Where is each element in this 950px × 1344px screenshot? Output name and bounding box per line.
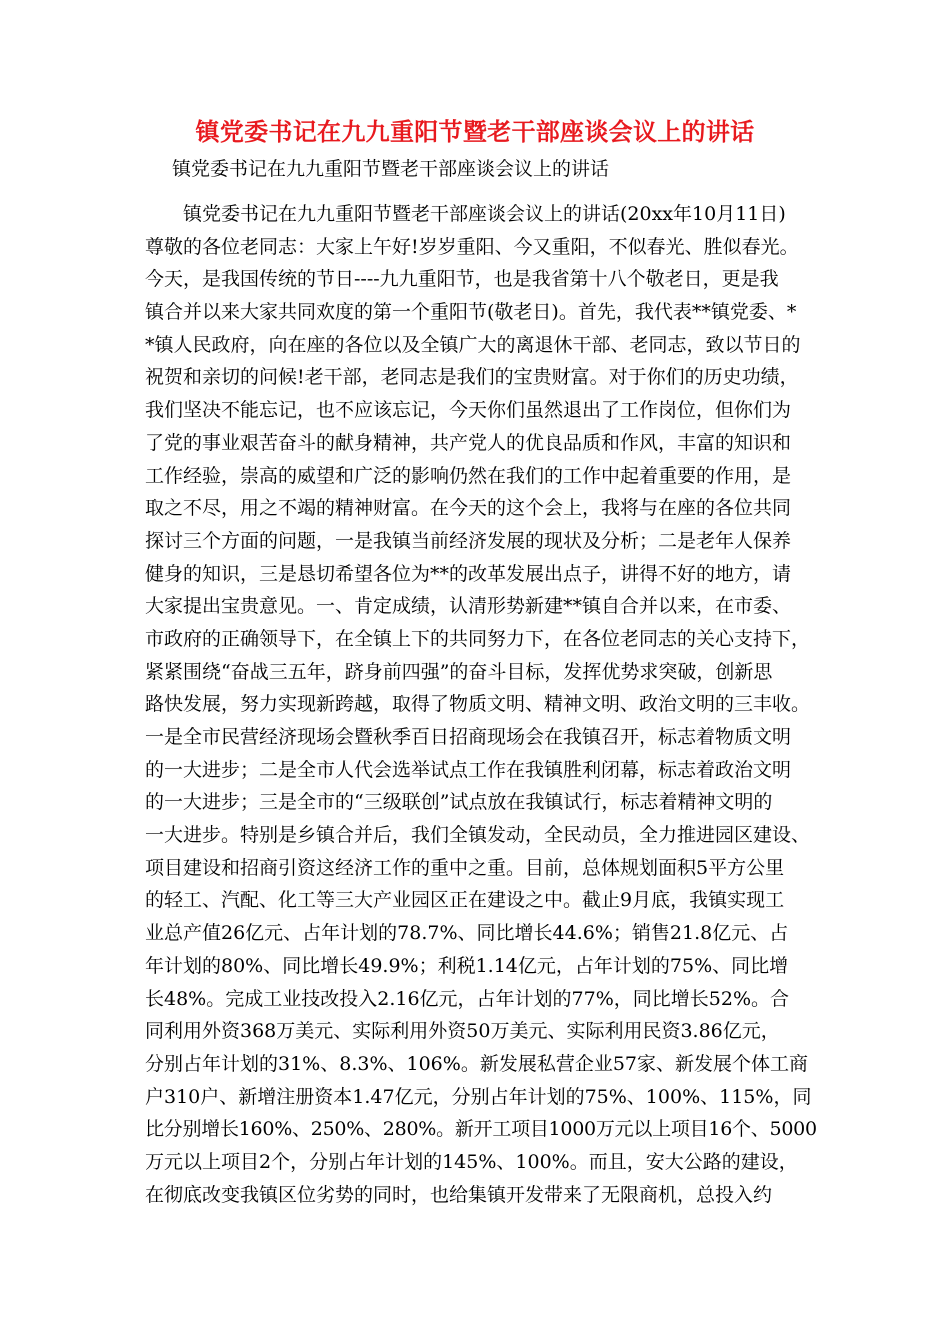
text-line: 祝贺和亲切的问候!老干部，老同志是我们的宝贵财富。对于你们的历史功绩，: [145, 366, 799, 389]
text-line: 的一大进步；三是全市的“三级联创”试点放在我镇试行，标志着精神文明的: [145, 791, 773, 814]
text-line: 分别占年计划的31%、8.3%、106%。新发展私营企业57家、新发展个体工商: [145, 1052, 808, 1075]
text-line: 业总产值26亿元、占年计划的78.7%、同比增长44.6%；销售21.8亿元、占: [145, 922, 789, 945]
text-line: 万元以上项目2个，分别占年计划的145%、100%。而且，安大公路的建设，: [145, 1150, 798, 1173]
text-line: 的一大进步；二是全市人代会选举试点工作在我镇胜利闭幕，标志着政治文明: [145, 758, 792, 781]
text-line: *镇人民政府，向在座的各位以及全镇广大的离退休干部、老同志，致以节日的: [145, 333, 801, 356]
text-line: 长48%。完成工业技改投入2.16亿元，占年计划的77%，同比增长52%。合: [145, 987, 789, 1010]
text-line: 了党的事业艰苦奋斗的献身精神，共产党人的优良品质和作风，丰富的知识和: [145, 431, 792, 454]
text-line: 在彻底改变我镇区位劣势的同时，也给集镇开发带来了无限商机，总投入约: [145, 1183, 773, 1206]
text-line: 同利用外资368万美元、实际利用外资50万美元、实际利用民资3.86亿元，: [145, 1020, 780, 1043]
document-subtitle: 镇党委书记在九九重阳节暨老干部座谈会议上的讲话: [172, 158, 610, 180]
text-line: 项目建设和招商引资这经济工作的重中之重。目前，总体规划面积5平方公里: [145, 856, 785, 879]
document-body: [145, 198, 815, 1211]
text-line: 年计划的80%、同比增长49.9%；利税1.14亿元，占年计划的75%、同比增: [145, 954, 789, 977]
document-title: 镇党委书记在九九重阳节暨老干部座谈会议上的讲话: [195, 118, 755, 146]
text-line: 市政府的正确领导下，在全镇上下的共同努力下，在各位老同志的关心支持下，: [145, 627, 811, 650]
text-line: 尊敬的各位老同志：大家上午好!岁岁重阳、今又重阳，不似春光、胜似春光。: [145, 235, 799, 258]
text-line: 紧紧围绕“奋战三五年，跻身前四强”的奋斗目标，发挥优势求突破，创新思: [145, 660, 773, 683]
text-line: 我们坚决不能忘记，也不应该忘记，今天你们虽然退出了工作岗位，但你们为: [145, 399, 792, 422]
text-line: 取之不尽，用之不竭的精神财富。在今天的这个会上，我将与在座的各位共同: [145, 497, 792, 520]
text-line: 镇合并以来大家共同欢度的第一个重阳节(敬老日)。首先，我代表**镇党委、*: [145, 301, 797, 324]
text-line: 比分别增长160%、250%、280%。新开工项目1000万元以上项目16个、5000: [145, 1118, 817, 1141]
text-line: 一大进步。特别是乡镇合并后，我们全镇发动，全民动员，全力推进园区建设、: [145, 824, 811, 847]
text-line: 工作经验，崇高的威望和广泛的影响仍然在我们的工作中起着重要的作用，是: [145, 464, 792, 487]
text-line: 路快发展，努力实现新跨越，取得了物质文明、精神文明、政治文明的三丰收。: [145, 693, 811, 716]
text-line: 健身的知识，三是恳切希望各位为**的改革发展出点子，讲得不好的地方，请: [145, 562, 792, 585]
text-line: 的轻工、汽配、化工等三大产业园区正在建设之中。截止9月底，我镇实现工: [145, 889, 785, 912]
text-line: 镇党委书记在九九重阳节暨老干部座谈会议上的讲话(20xx年10月11日): [145, 203, 786, 225]
text-line: 今天，是我国传统的节日----九九重阳节，也是我省第十八个敬老日，更是我: [145, 268, 779, 291]
text-line: 大家提出宝贵意见。一、肯定成绩，认清形势新建**镇自合并以来，在市委、: [145, 595, 792, 618]
text-line: 探讨三个方面的问题，一是我镇当前经济发展的现状及分析；二是老年人保养: [145, 529, 792, 552]
text-line: 一是全市民营经济现场会暨秋季百日招商现场会在我镇召开，标志着物质文明: [145, 726, 792, 748]
text-line: 户310户、新增注册资本1.47亿元，分别占年计划的75%、100%、115%，同: [145, 1085, 812, 1108]
